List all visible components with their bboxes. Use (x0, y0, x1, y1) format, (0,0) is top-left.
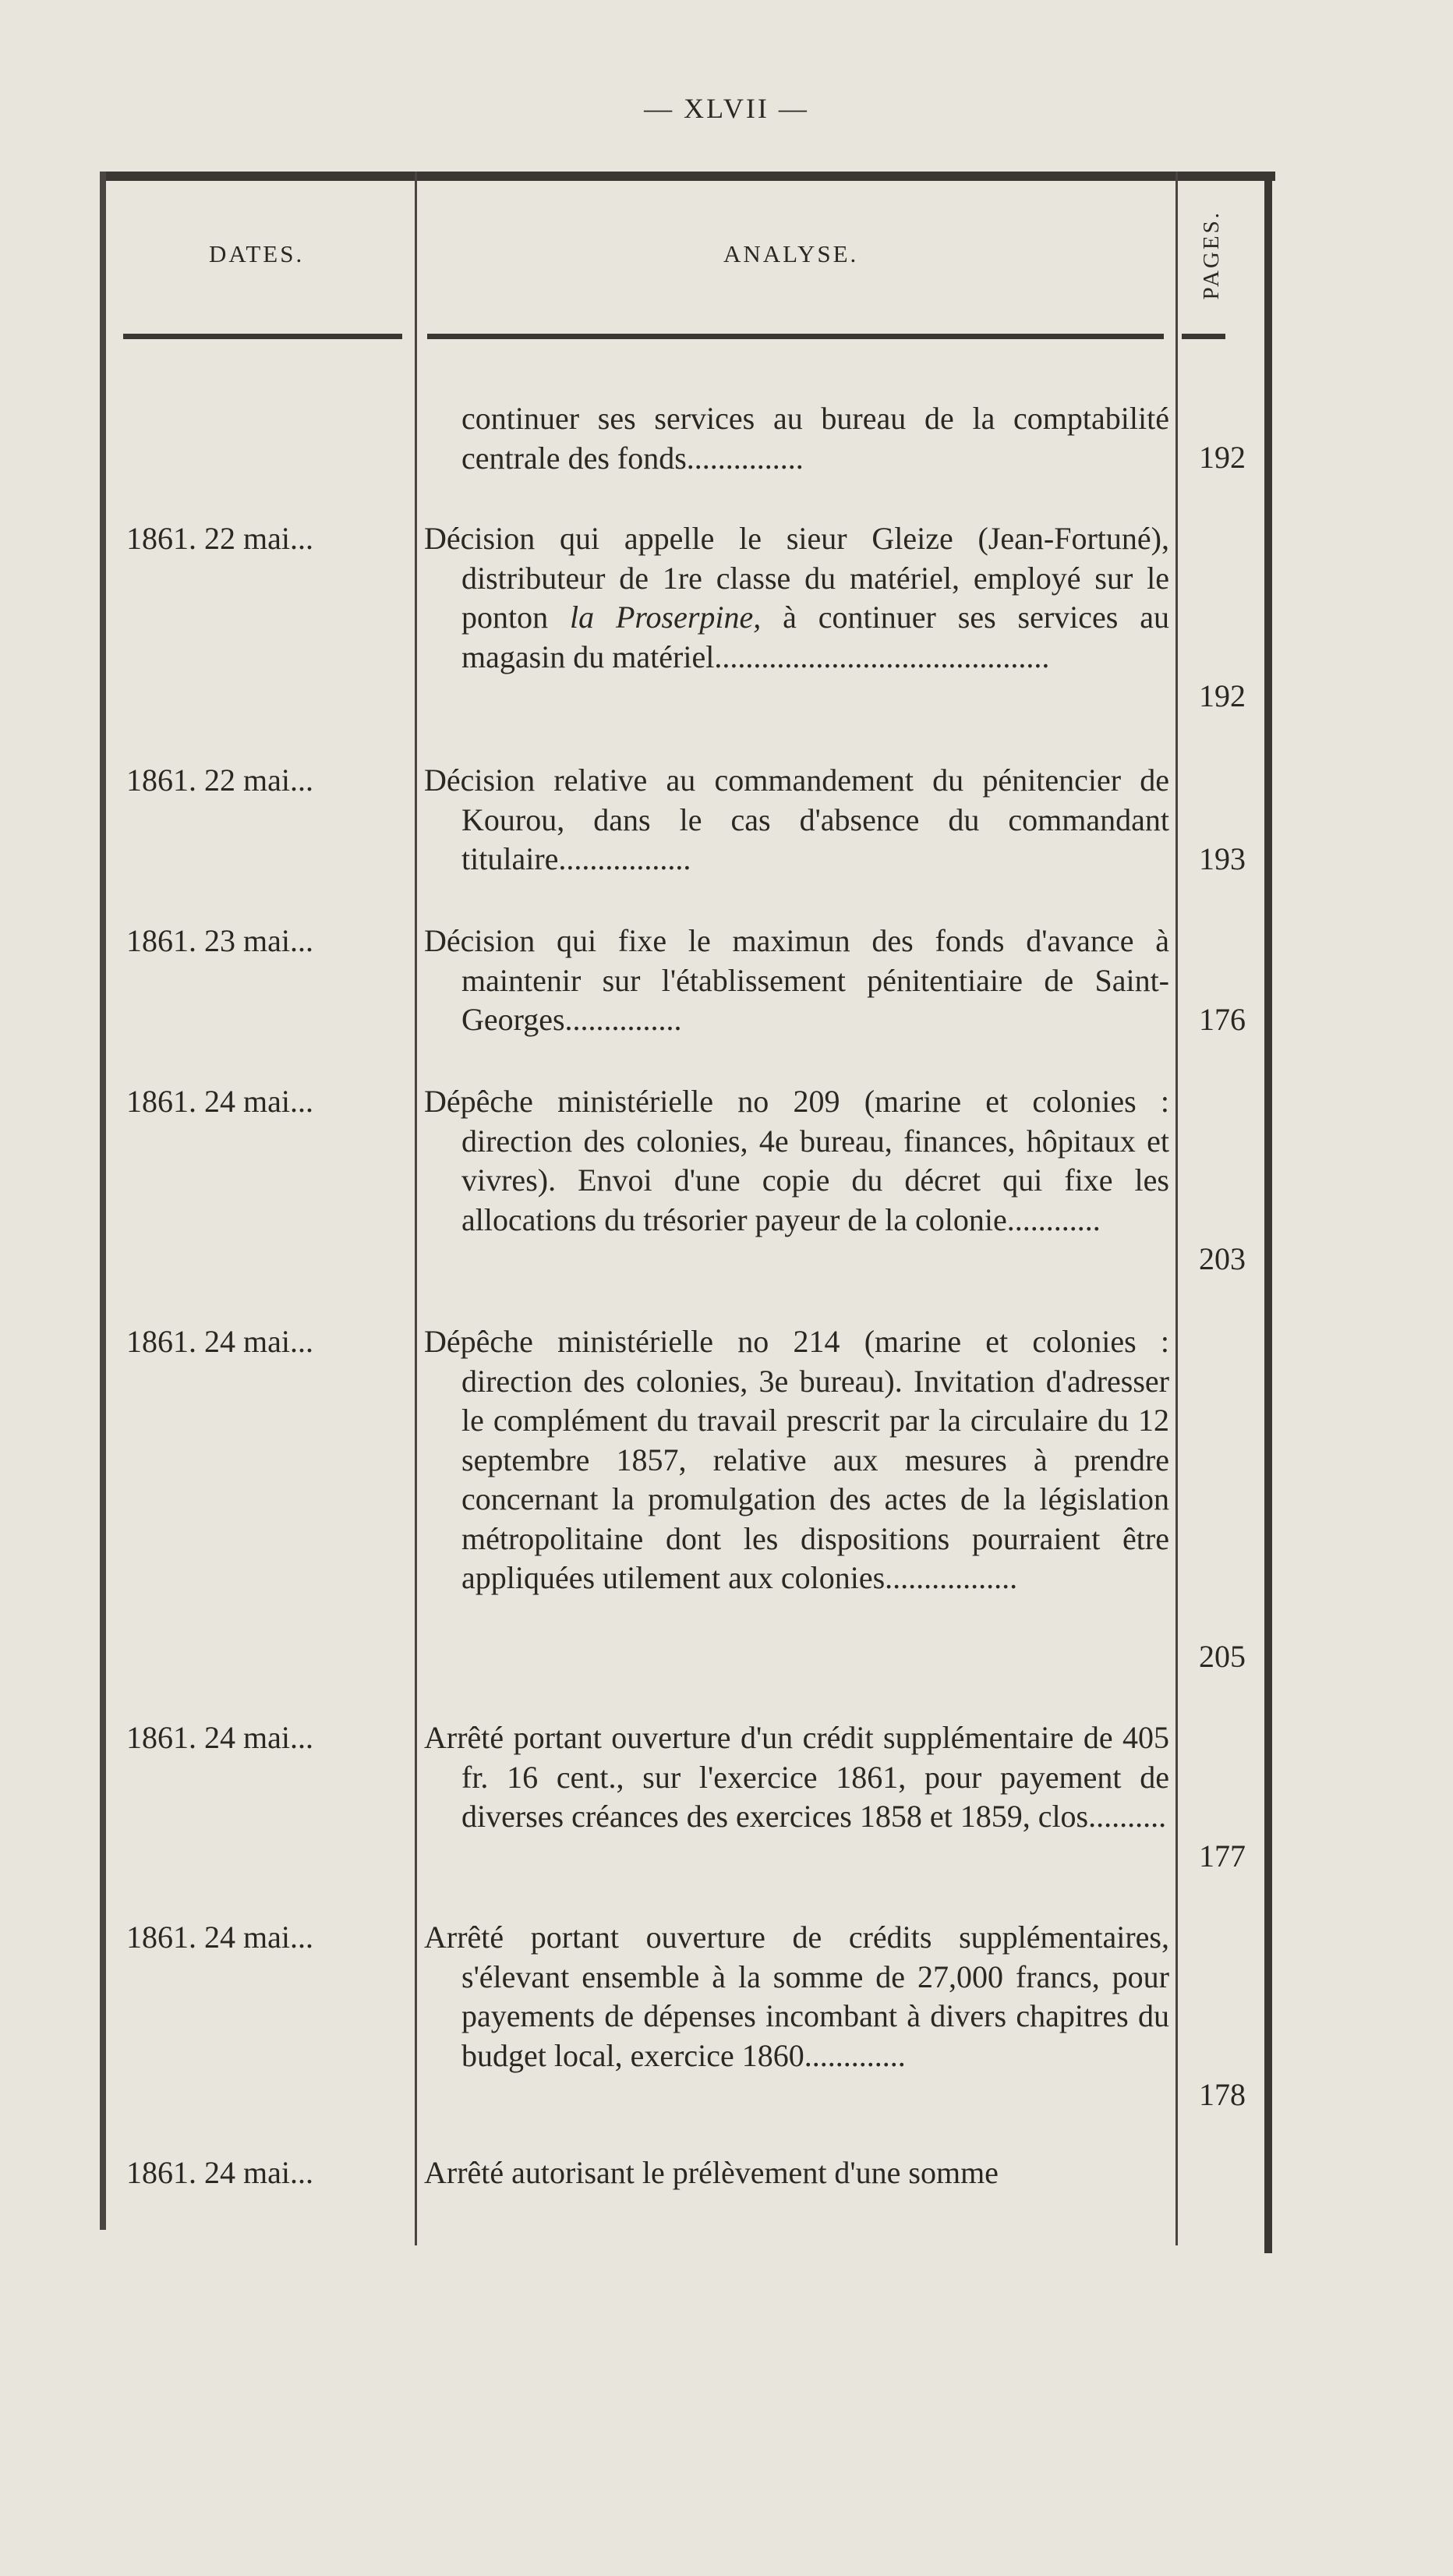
entry-date: 1861. 24 mai... (126, 2155, 313, 2190)
entry-analysis: Arrêté autorisant le prélèvement d'une somme (424, 2155, 999, 2190)
entry-date: 1861. 24 mai... (126, 1084, 313, 1119)
entry-date: 1861. 22 mai... (126, 763, 313, 798)
table-left-rule (100, 172, 106, 2230)
entry-date: 1861. 23 mai... (126, 923, 313, 958)
header-rule-dates (123, 334, 402, 339)
table-right-rule (1264, 172, 1272, 2253)
column-header-pages: PAGES. (1199, 211, 1224, 300)
column-header-dates: DATES. (209, 240, 305, 267)
header-rule-analyse (427, 334, 1164, 339)
entry-analysis: Arrêté portant ouverture de crédits supplémentaires, s'élevant ensemble à la somme de 27,000 francs, pour payements de dépenses incombant à divers chapitres du budget local, exercice 1860............. (424, 1920, 1169, 2073)
entry-page: 193 (1199, 841, 1246, 876)
entry-page: 178 (1199, 2077, 1246, 2112)
column-divider-dates (415, 172, 417, 2245)
entry-text-before: Décision qui appelle le sieur Gleize (Jean-Fortuné), distributeur de 1re classe du matériel, employé sur le ponton (424, 521, 1169, 635)
page-number-header: — XLVII — (644, 93, 809, 124)
entry-page: 177 (1199, 1838, 1246, 1874)
entry-page: 192 (1199, 678, 1246, 713)
entry-analysis: Décision qui fixe le maximun des fonds d'avance à maintenir sur l'établissement pénitentiaire de Saint-Georges............... (424, 923, 1169, 1037)
column-divider-pages (1175, 172, 1178, 2245)
column-header-analyse: ANALYSE. (723, 240, 859, 267)
entry-analysis: Dépêche ministérielle no 214 (marine et colonies : direction des colonies, 3e bureau). Invitation d'adresser le complément du travail prescrit par la circulaire du 12 septembre 1857, relative aux mesures à prendre concernant la promulgation des actes de la législation métropolitaine dont les dispositions pourraient être appliquées utilement aux colonies................. (424, 1324, 1169, 1595)
entry-analysis: Dépêche ministérielle no 209 (marine et colonies : direction des colonies, 4e bureau, finances, hôpitaux et vivres). Envoi d'une copie du décret qui fixe les allocations du trésorier payeur de la colonie............ (424, 1084, 1169, 1237)
entry-analysis: continuer ses services au bureau de la comptabilité centrale des fonds............... (461, 401, 1169, 476)
entry-page: 203 (1199, 1241, 1246, 1276)
entry-text-italic: la Proserpine, (570, 600, 762, 635)
entry-date: 1861. 24 mai... (126, 1720, 313, 1755)
entry-analysis: Arrêté portant ouverture d'un crédit supplémentaire de 405 fr. 16 cent., sur l'exercice 1861, pour payement de diverses créances des exercices 1858 et 1859, clos.......... (424, 1720, 1169, 1834)
entry-text-after: à continuer ses services au magasin du matériel........................................... (461, 600, 1169, 674)
entry-analysis: Décision relative au commandement du pénitencier de Kourou, dans le cas d'absence du commandant titulaire................. (424, 763, 1169, 876)
entry-date: 1861. 24 mai... (126, 1324, 313, 1359)
entry-analysis (424, 519, 1169, 677)
entry-date: 1861. 22 mai... (126, 521, 313, 556)
entry-page: 176 (1199, 1002, 1246, 1037)
entry-page: 192 (1199, 440, 1246, 475)
entry-page: 205 (1199, 1639, 1246, 1674)
entry-date: 1861. 24 mai... (126, 1920, 313, 1955)
table-top-rule (100, 172, 1275, 181)
header-rule-pages (1182, 334, 1225, 339)
